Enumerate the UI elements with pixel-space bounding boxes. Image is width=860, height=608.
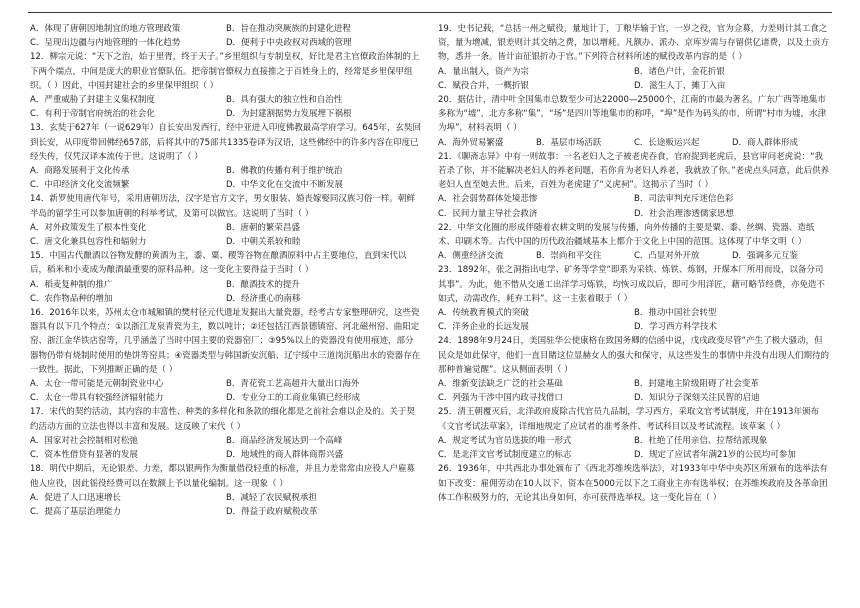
- answer-option: D．学习西方科学技术: [634, 322, 718, 333]
- answer-option: B．崇尚和平交往: [536, 251, 602, 262]
- question-text: 20．据估计，清中叶全国集市总数至少可达22000—25000个，江南的市最为著名。广东广西等地集市多称为“墟”，北方多称“集”，“场”是四川等地集市的称呼，“埠”是作为码头的市，所谓“村市为墟，水津为埠”，材料表明（ ）: [438, 95, 827, 134]
- answer-option: A．量出制入，资产为宗: [438, 66, 529, 77]
- answer-option: C．农作物品种的增加: [30, 293, 113, 304]
- answer-option: B．旨在推动突厥族的封建化进程: [226, 24, 351, 34]
- answer-option: A．维新变法缺乏广泛的社会基础: [438, 379, 563, 390]
- options-group: [30, 377, 422, 405]
- options-group: [438, 377, 830, 405]
- answer-option: C．列强为干涉中国内政寻找借口: [438, 393, 563, 404]
- answer-option: C．民间力量主导社会救济: [438, 208, 538, 219]
- answer-option: A．体现了唐朝因地制宜的地方管理政策: [30, 24, 181, 34]
- answer-option: D．经济重心的南移: [226, 293, 301, 304]
- answer-option: D．得益于政府赋税改革: [226, 506, 318, 517]
- answer-option: C．赋役合并，一概折银: [438, 80, 529, 91]
- answer-option: A．海外贸易繁盛: [438, 137, 504, 148]
- options-group: [30, 22, 422, 50]
- answer-option: A．促进了人口迅速增长: [30, 492, 121, 503]
- answer-option: A．规定考试为官员选拔的唯一形式: [438, 435, 572, 446]
- answer-option: C．提高了基层治理能力: [30, 506, 121, 517]
- question-text: 19．史书记载，“总括一州之赋役，量地计丁，丁粮毕输于官，一岁之役，官为佥募，力差则计其工食之资，量为增减，银差则计其交纳之费，加以增耗。凡额办、派办、京库岁需与存留供亿诸费，以及土贡方物，悉并一条。皆计亩征银折办于官。”下列符合材料所述的赋役改革内容的是（ ）: [438, 24, 830, 63]
- answer-option: B．酿酒技术的提升: [226, 279, 300, 290]
- answer-option: D．社会治理渗透儒家思想: [634, 208, 735, 219]
- answer-option: D．专业分工的工商业集镇已经形成: [226, 393, 361, 404]
- answer-option: C．呈现出边疆与内地管理的一体化趋势: [30, 38, 181, 49]
- answer-option: B．佛教的传播有利于维护统治: [226, 166, 343, 177]
- answer-option: D．知识分子深刻关注民智的启迪: [634, 393, 760, 404]
- options-group: [30, 434, 422, 462]
- answer-option: B．减轻了农民赋税承担: [226, 492, 317, 503]
- question-text: 14．新罗使用唐代年号，采用唐朝历法，汉字是官方文字，男女服装、婚丧嫁娶同汉族习俗一样。朝鲜半岛的留学生可以参加唐朝的科举考试，及第可以做官。这说明了当时（ ）: [30, 194, 415, 219]
- answer-option: A．稻麦复种制的推广: [30, 279, 113, 290]
- answer-option: B．杜绝了任用亲信、拉帮结派现象: [634, 435, 768, 446]
- answer-option: A．商路发展利于文化传承: [30, 166, 130, 177]
- options-group: [30, 491, 422, 519]
- answer-option: A．对外政策发生了根本性变化: [30, 222, 147, 233]
- question-text: 16．2016年以来，苏州太仓市城厢镇的樊村径元代遗址发掘出大量瓷器，经考古专家整理研究，这些瓷器具有以下几个特点：①以浙江龙泉青瓷为主，数以吨计；②还包括江西景德镇窑、河北磁州窑、曲阳定窑、浙江金华铁店窑等，几乎涵盖了当时中国主要的瓷器窑厂；③95%以上的瓷器没有使用痕迹，部分器物仍带有烧制时使用的垫饼等窑具；④瓷器类型与韩国新安沉船、辽宁绥中三道岗沉船出水的瓷器存在一致性。据此，下列推断正确的是（ ）: [30, 308, 421, 375]
- question-text: 22．中华文化圈的形成伴随着农耕文明的发展与传播，向外传播的主要是粟、黍、丝绸、瓷器、造纸术、印刷术等。古代中国的历代政治疆域基本上都介于文化上中国的范围。这体现了中华文明（ ）: [438, 222, 815, 248]
- question-text: 21．《聊斋志异》中有一则故事：一名老妇人之子被老虎吞食，官府捉到老虎后，县官审问老虎说：“我若杀了你，并不能解决老妇人的养老问题，若你肯为老妇人养老，我就放了你。”老虎点头同意，此后供养老妇人直至她去世。后来，百姓为老虎建了“义虎祠”。这揭示了当时（ ）: [438, 151, 830, 191]
- options-group: [438, 434, 830, 462]
- options-group: [30, 93, 422, 121]
- answer-option: B．基层市场活跃: [536, 137, 602, 148]
- options-group: [30, 221, 422, 249]
- answer-option: D．滋生人丁，摊丁入亩: [634, 80, 726, 91]
- question-text: 15．中国古代酿酒以谷物发酵的黄酒为主，黍、粟、稷等谷物在酿酒原料中占主要地位，直到宋代以后，稻米和小麦成为酿酒最重要的原料品种。这一变化主要得益于当时（ ）: [30, 251, 407, 276]
- question-text: 17．宋代的契约活动，其内容的丰富性、种类的多样化和条款的细化都是之前社会难以企及的。关于契约活动方面的立法也得以丰富和发展。这反映了宋代（ ）: [30, 407, 415, 432]
- answer-option: B．具有强大的独立性和自治性: [226, 95, 343, 106]
- answer-option: D．商人群体形成: [732, 137, 799, 148]
- answer-option: B．商品经济发展达到一个高峰: [226, 435, 343, 446]
- options-group: [30, 278, 422, 306]
- question-text: 24．1898年9月24日，美国驻华公使康格在致国务卿的信函中说，戊戌政变尽管“产生了极大骚动，但民众是如此保守，他们一直目睹这位显赫女人的强大和保守，从这些发生的事情中并没有出现人们期待的那种普遍觉醒”。这从侧面表明（ ）: [438, 336, 830, 375]
- options-group: [438, 136, 830, 150]
- answer-option: D．中华文化在交流中不断发展: [226, 180, 344, 191]
- answer-option: C．有利于帝制官府统治的社会化: [30, 109, 155, 120]
- answer-option: A．严重威胁了封建主义集权制度: [30, 95, 155, 106]
- answer-option: C．凸显对外开放: [634, 251, 700, 262]
- answer-option: C．中印经济文化交流频繁: [30, 180, 130, 191]
- answer-option: B．司法审判充斥迷信色彩: [634, 194, 734, 205]
- answer-option: D．地域性的商人群体商帮兴盛: [226, 450, 344, 461]
- question-text: 25．清王朝覆灭后，北洋政府废除古代官员九品制，学习西方，采取文官考试制度，并在1913年颁布《文官考试法草案》，详细地规定了应试者的准考条件、考试科目以及考试流程。该草案（ ）: [438, 407, 819, 432]
- answer-option: C．资本性借贷有显著的发展: [30, 450, 138, 461]
- answer-option: A．社会弱势群体处境悲惨: [438, 194, 538, 205]
- answer-option: B．诸色户计，金花折银: [634, 66, 725, 77]
- answer-option: A．传统教育模式的突破: [438, 308, 529, 319]
- answer-option: A．国家对社会控制相对松弛: [30, 435, 138, 446]
- answer-option: B．封建地主阶级阻碍了社会变革: [634, 379, 759, 390]
- answer-option: C．长途贩运兴起: [634, 137, 700, 148]
- answer-option: B．推动中国社会转型: [634, 308, 717, 319]
- answer-option: A．侧重经济交流: [438, 251, 504, 262]
- answer-option: D．强调多元互鉴: [732, 251, 799, 262]
- options-group: [438, 249, 830, 263]
- answer-option: B．青花瓷工艺高超并大量出口海外: [226, 379, 360, 390]
- right-column: [438, 22, 830, 505]
- question-text: 18．明代中期后，无论银差、力差，都以银两作为衡量借役轻重的标准，并且力差常常由应役人户雇募他人应役，因此徭役经费可以在数额上予以量化编制。这一现象（ ）: [30, 464, 415, 489]
- options-group: [30, 164, 422, 192]
- options-group: [438, 306, 830, 334]
- answer-option: B．唐朝的繁荣昌盛: [226, 222, 300, 233]
- answer-option: C．太仓一带具有较强经济辐射能力: [30, 393, 164, 404]
- question-text: 23．1892年，张之洞指出电学、矿务等学堂“即系为采铁、炼铁、炼钢，开煤本厂所用而设，以备分司其事”。为此，他不惜从交通工出洋学习炼铁，均恢习成以后，即可少用洋匠，藉可略节经费，亦免造不如式，动需改作，耗弃工料”。这一主张着眼于（ ）: [438, 265, 825, 304]
- answer-option: D．规定了应试者年满21岁的公民均可参加: [634, 450, 796, 461]
- question-text: 26．1936年，中共西北办事处颁布了《西北苏维埃选举法》，对1933年中华中央苏区所颁布的选举法有如下改变：雇佣劳动在10人以下、资本在5000元以下之工商业主亦有选举权；在苏维埃政府及各革命团体工作积极努力的，无论其出身如何，亦可获得选举权。这一变化旨在（ ）: [438, 464, 828, 503]
- question-text: 12．柳宗元说：“天下之治，始于里胥，终于天子。”乡里组织与专制皇权，好比是君主官僚政治体制的上下两个端点，中间是庞大的职业官僚队伍。把帝制官僚权力直接推之于百姓身上的，经常是乡里保甲组织。（ ）因此，中国封建社会的乡里保甲组织（ ）: [30, 52, 420, 91]
- options-group: [438, 65, 830, 93]
- options-group: [438, 192, 830, 220]
- answer-option: C．是北洋文官考试制度建立的标志: [438, 450, 572, 461]
- answer-option: D．便利于中央政权对西域的管理: [226, 38, 352, 49]
- answer-option: C．唐文化兼具包容性和辐射力: [30, 237, 147, 248]
- left-column: [30, 22, 422, 519]
- answer-option: D．为封建割据势力发展埋下祸根: [226, 109, 352, 120]
- answer-option: D．中朝关系较和睦: [226, 237, 301, 248]
- answer-option: C．洋务企业的长远发展: [438, 322, 529, 333]
- question-text: 13．玄奘于627年（一说629年）自长安出发西行，经中亚进入印度佛教最高学府学习。645年，玄奘回到长安，从印度带回佛经657部，后将其中的75部共1335卷译为汉语，这些佛经中的许多内容在印度已经失传，仅凭汉译本流传于世。这说明了（ ）: [30, 123, 421, 162]
- header-rule: [28, 12, 832, 13]
- answer-option: A．太仓一带可能是元朝制瓷业中心: [30, 379, 164, 390]
